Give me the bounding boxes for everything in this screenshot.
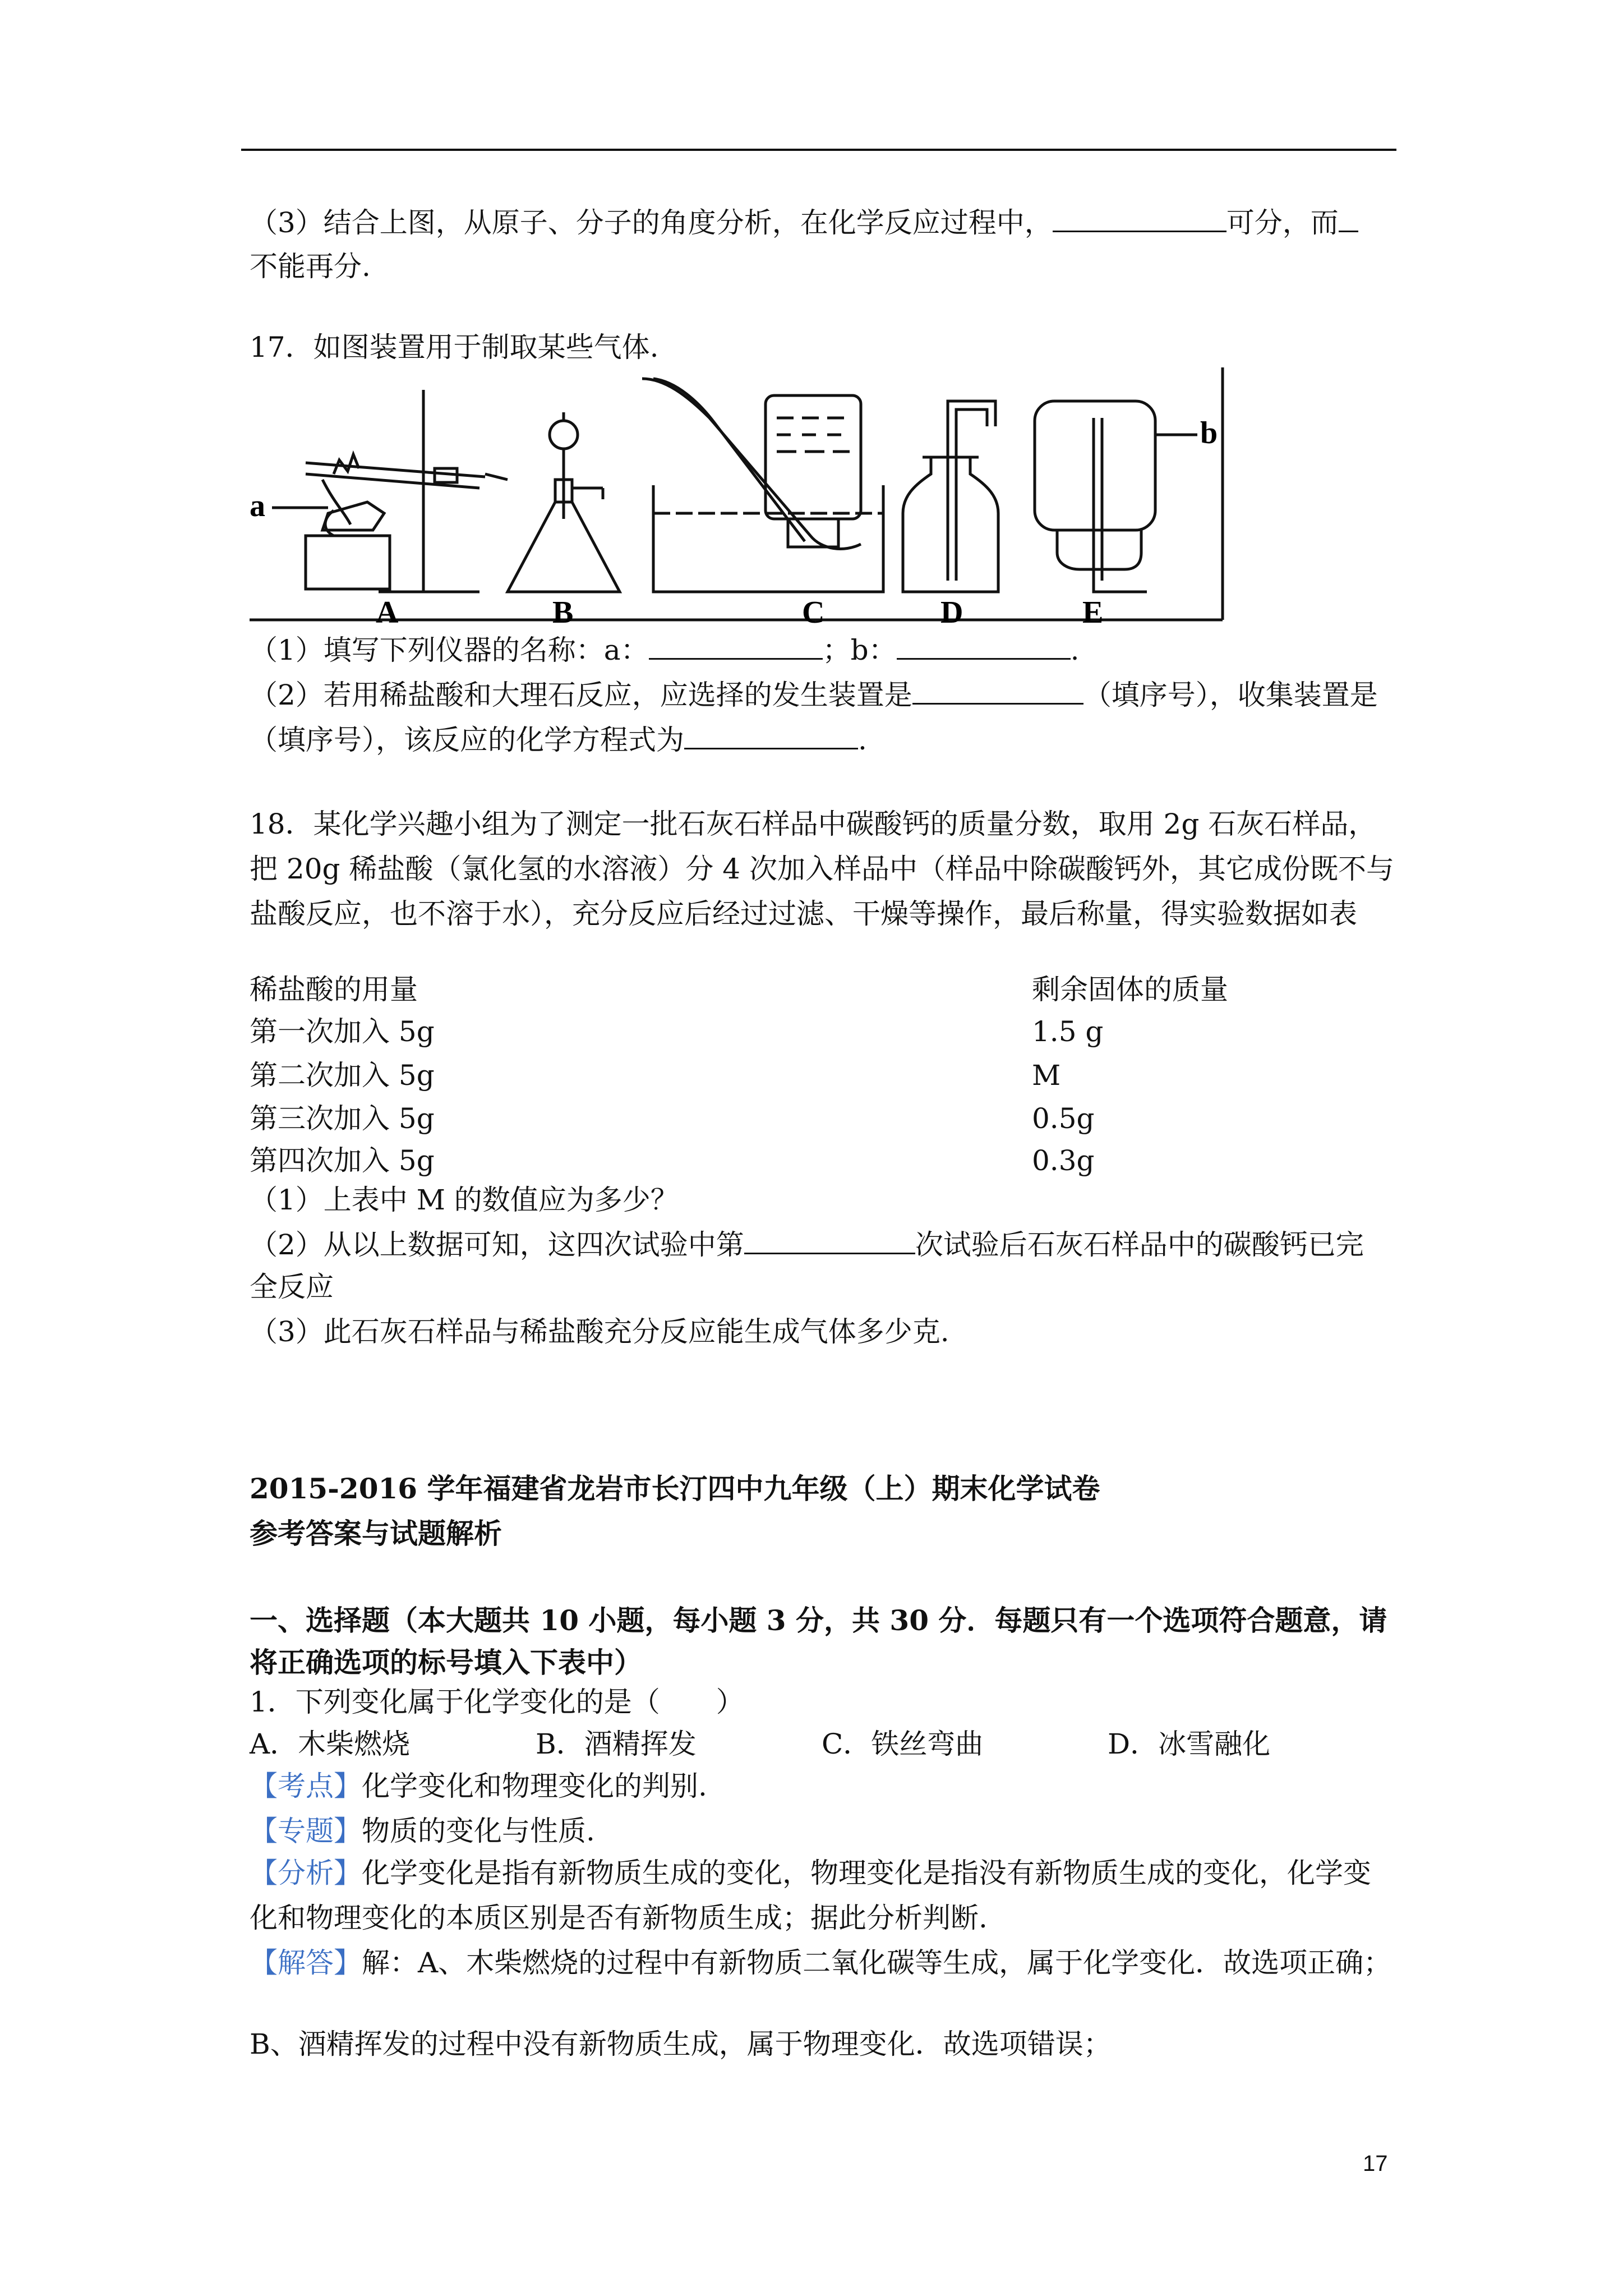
answers-subtitle: 参考答案与试题解析 [250,1517,502,1550]
q18-line-1: 18．某化学兴趣小组为了测定一批石灰石样品中碳酸钙的质量分数，取用 2g 石灰石样品， [250,808,1377,840]
answer-blank-b[interactable] [897,631,1071,660]
q17-part-2-line-1: （2）若用稀盐酸和大理石反应，应选择的发生装置是 （填序号），收集装置是 [250,673,1396,717]
q18-part-3: （3）此石灰石样品与稀盐酸充分反应能生成气体多少克. [250,1315,949,1348]
section-1-heading-line-2: 将正确选项的标号填入下表中） [250,1646,642,1679]
fenxi-tag: 【分析】 [250,1857,362,1889]
zhuanti-line: 【专题】物质的变化与性质. [250,1815,595,1847]
answer-blank[interactable] [1339,204,1358,232]
q16-line-1: （3）结合上图，从原子、分子的角度分析，在化学反应过程中， 可分，而 [250,201,1396,245]
table-header-row: 稀盐酸的用量 剩余固体的质量 [250,973,1228,1006]
answer-q1-stem: 1．下列变化属于化学变化的是（ ） [250,1686,744,1718]
option-d: D．冰雪融化 [1108,1728,1271,1760]
q18-part-2-line-2: 全反应 [250,1271,334,1303]
q18-part-2-line-1: （2）从以上数据可知，这四次试验中第 次试验后石灰石样品中的碳酸钙已完 [250,1223,1396,1267]
figure-label-a: a [250,489,265,523]
kaodian-tag: 【考点】 [250,1770,362,1802]
figure-label-B: B [552,595,574,625]
kaodian-line: 【考点】化学变化和物理变化的判别. [250,1770,707,1802]
figure-label-C: C [802,595,825,625]
q18-part-1: （1）上表中 M 的数值应为多少？ [250,1184,679,1216]
q17-part-1: （1）填写下列仪器的名称：a： ；b： . [250,628,1396,672]
section-1-heading-line-1: 一、选择题（本大题共 10 小题，每小题 3 分，共 30 分．每题只有一个选项符合题意，请 [250,1604,1387,1637]
answer-blank-a[interactable] [649,631,823,660]
option-c: C．铁丝弯曲 [822,1728,984,1760]
q18-line-2: 把 20g 稀盐酸（氯化氢的水溶液）分 4 次加入样品中（样品中除碳酸钙外，其它成份既不与 [250,853,1395,885]
answer-blank[interactable] [744,1226,915,1254]
zhuanti-tag: 【专题】 [250,1815,362,1847]
answer-q1-options [250,1722,1396,1766]
apparatus-figure [250,367,1228,625]
option-a: A．木柴燃烧 [250,1728,411,1760]
option-b: B．酒精挥发 [536,1728,697,1760]
figure-label-b: b [1200,416,1218,450]
answer-blank[interactable] [684,721,858,749]
q17-part-2-line-2: （填序号），该反应的化学方程式为 . [250,718,1396,762]
fenxi-line-2: 化和物理变化的本质区别是否有新物质生成；据此分析判断. [250,1902,988,1934]
apparatus-drawing [250,367,1228,625]
figure-label-D: D [940,595,963,625]
table-row: 第一次加入 5g 1.5 g [250,1015,1104,1048]
jieda-line-b: B、酒精挥发的过程中没有新物质生成，属于物理变化．故选项错误； [250,2028,1112,2060]
table-row: 第四次加入 5g 0.3g [250,1144,1095,1177]
answers-title: 2015-2016 学年福建省龙岩市长汀四中九年级（上）期末化学试卷 [250,1472,1100,1505]
q17-title: 17．如图装置用于制取某些气体. [250,331,659,364]
table-row: 第三次加入 5g 0.5g [250,1102,1095,1135]
header-rule [241,149,1396,151]
q18-line-3: 盐酸反应，也不溶于水），充分反应后经过过滤、干燥等操作，最后称量，得实验数据如表 [250,898,1357,930]
figure-label-A: A [376,595,399,625]
fenxi-line-1: 【分析】化学变化是指有新物质生成的变化，物理变化是指没有新物质生成的变化，化学变 [250,1857,1371,1889]
jieda-tag: 【解答】 [250,1947,362,1979]
table-row: 第二次加入 5g M [250,1059,1061,1092]
figure-label-E: E [1082,595,1104,625]
page-number: 17 [1363,2151,1388,2176]
answer-blank[interactable] [1053,204,1227,232]
jieda-line: 【解答】解：A、木柴燃烧的过程中有新物质二氧化碳等生成，属于化学变化．故选项正确； [250,1947,1392,1979]
q16-line-2: 不能再分. [250,250,371,283]
answer-blank[interactable] [912,676,1083,705]
